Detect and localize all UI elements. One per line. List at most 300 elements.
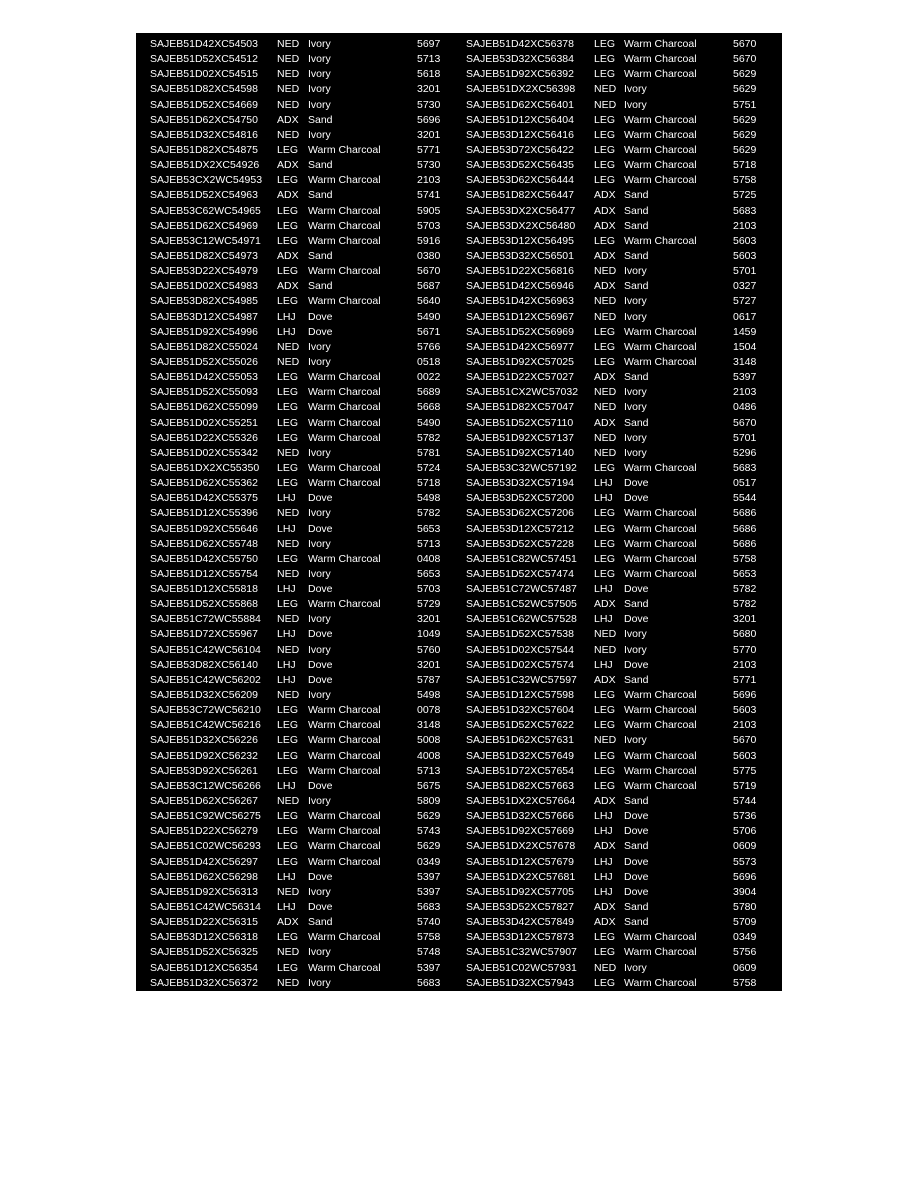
number-cell: 5670 bbox=[733, 38, 757, 50]
vin-cell: SAJEB53CX2WC54953 bbox=[150, 174, 263, 187]
trim-code-cell: LHJ bbox=[277, 583, 296, 596]
table-row bbox=[136, 340, 782, 355]
vin-cell: SAJEB51D62XC54969 bbox=[150, 219, 258, 232]
table-row bbox=[136, 809, 782, 824]
trim-color-cell: Warm Charcoal bbox=[624, 689, 697, 702]
trim-code-cell: NED bbox=[594, 83, 617, 96]
trim-code-cell: LEG bbox=[277, 401, 299, 414]
trim-color-cell: Dove bbox=[308, 779, 333, 792]
trim-code-cell: LEG bbox=[277, 461, 299, 474]
number-cell: 5703 bbox=[417, 583, 441, 596]
number-cell: 5680 bbox=[733, 628, 757, 641]
trim-color-cell: Dove bbox=[308, 658, 333, 671]
trim-code-cell: LHJ bbox=[594, 583, 613, 596]
number-cell: 5782 bbox=[733, 598, 757, 611]
number-cell: 5756 bbox=[733, 946, 757, 959]
vin-cell: SAJEB51D42XC55375 bbox=[150, 492, 258, 505]
trim-code-cell: LEG bbox=[594, 159, 616, 172]
number-cell: 5490 bbox=[417, 310, 441, 323]
trim-code-cell: LEG bbox=[277, 855, 299, 868]
number-cell: 5758 bbox=[733, 552, 757, 565]
vin-cell: SAJEB51C82WC57451 bbox=[466, 552, 577, 565]
trim-code-cell: LHJ bbox=[594, 870, 613, 883]
table-row bbox=[136, 915, 782, 930]
number-cell: 5713 bbox=[417, 53, 441, 66]
trim-code-cell: NED bbox=[277, 613, 300, 626]
number-cell: 5758 bbox=[733, 174, 757, 187]
vin-cell: SAJEB51D12XC55396 bbox=[150, 507, 258, 520]
number-cell: 5629 bbox=[733, 68, 757, 81]
number-cell: 5744 bbox=[733, 795, 757, 808]
trim-code-cell: LEG bbox=[594, 53, 616, 66]
vin-cell: SAJEB51C32WC57907 bbox=[466, 946, 577, 959]
vin-cell: SAJEB51D52XC57622 bbox=[466, 719, 574, 732]
number-cell: 5397 bbox=[417, 885, 441, 898]
vin-cell: SAJEB51D52XC57538 bbox=[466, 628, 574, 641]
vin-cell: SAJEB51D12XC55818 bbox=[150, 583, 258, 596]
vin-cell: SAJEB51D32XC57943 bbox=[466, 976, 574, 989]
trim-code-cell: LEG bbox=[594, 507, 616, 520]
number-cell: 5775 bbox=[733, 764, 757, 777]
number-cell: 5629 bbox=[417, 810, 441, 823]
vin-cell: SAJEB53C12WC56266 bbox=[150, 779, 261, 792]
vin-cell: SAJEB51D52XC54963 bbox=[150, 189, 258, 202]
trim-color-cell: Sand bbox=[624, 219, 649, 232]
vin-cell: SAJEB51D42XC55053 bbox=[150, 371, 258, 384]
vin-cell: SAJEB51D52XC54669 bbox=[150, 98, 258, 111]
trim-code-cell: LHJ bbox=[277, 658, 296, 671]
trim-color-cell: Warm Charcoal bbox=[308, 810, 381, 823]
trim-code-cell: LEG bbox=[277, 931, 299, 944]
table-row bbox=[136, 779, 782, 794]
vin-cell: SAJEB53D72XC56422 bbox=[466, 143, 574, 156]
table-row bbox=[136, 522, 782, 537]
number-cell: 3201 bbox=[417, 658, 441, 671]
vin-cell: SAJEB51D02XC57574 bbox=[466, 658, 574, 671]
trim-color-cell: Dove bbox=[624, 885, 649, 898]
vin-cell: SAJEB51D42XC56297 bbox=[150, 855, 258, 868]
trim-code-cell: LEG bbox=[277, 265, 299, 278]
trim-code-cell: LEG bbox=[594, 340, 616, 353]
trim-color-cell: Sand bbox=[308, 189, 333, 202]
number-cell: 5703 bbox=[417, 219, 441, 232]
vin-cell: SAJEB53D92XC56261 bbox=[150, 764, 258, 777]
number-cell: 3201 bbox=[417, 83, 441, 96]
trim-code-cell: LEG bbox=[277, 840, 299, 853]
vin-cell: SAJEB51D22XC57027 bbox=[466, 371, 574, 384]
number-cell: 3148 bbox=[733, 355, 757, 368]
trim-code-cell: NED bbox=[277, 68, 300, 81]
vin-cell: SAJEB51DX2XC57681 bbox=[466, 870, 576, 883]
vin-cell: SAJEB51D92XC57669 bbox=[466, 825, 574, 838]
number-cell: 5781 bbox=[417, 446, 441, 459]
number-cell: 5696 bbox=[417, 113, 441, 126]
trim-color-cell: Warm Charcoal bbox=[308, 143, 381, 156]
number-cell: 5713 bbox=[417, 537, 441, 550]
table-row bbox=[136, 945, 782, 960]
trim-color-cell: Ivory bbox=[624, 265, 647, 278]
trim-color-cell: Warm Charcoal bbox=[624, 159, 697, 172]
trim-code-cell: ADX bbox=[594, 598, 616, 611]
trim-code-cell: ADX bbox=[594, 901, 616, 914]
number-cell: 5782 bbox=[417, 431, 441, 444]
trim-code-cell: NED bbox=[594, 98, 617, 111]
number-cell: 5683 bbox=[417, 976, 441, 989]
trim-color-cell: Ivory bbox=[308, 795, 331, 808]
trim-color-cell: Dove bbox=[308, 901, 333, 914]
trim-color-cell: Warm Charcoal bbox=[308, 265, 381, 278]
table-row bbox=[136, 506, 782, 521]
vin-cell: SAJEB51C02WC56293 bbox=[150, 840, 261, 853]
number-cell: 5718 bbox=[417, 477, 441, 490]
number-cell: 5729 bbox=[417, 598, 441, 611]
vin-cell: SAJEB51D02XC55342 bbox=[150, 446, 258, 459]
trim-color-cell: Sand bbox=[308, 159, 333, 172]
number-cell: 5629 bbox=[733, 128, 757, 141]
number-cell: 5670 bbox=[417, 265, 441, 278]
trim-code-cell: NED bbox=[277, 795, 300, 808]
trim-color-cell: Dove bbox=[624, 477, 649, 490]
table-row bbox=[136, 673, 782, 688]
trim-color-cell: Warm Charcoal bbox=[308, 764, 381, 777]
trim-color-cell: Ivory bbox=[308, 643, 331, 656]
trim-code-cell: NED bbox=[277, 53, 300, 66]
trim-color-cell: Dove bbox=[308, 583, 333, 596]
trim-code-cell: LHJ bbox=[594, 855, 613, 868]
number-cell: 5758 bbox=[417, 931, 441, 944]
vin-cell: SAJEB51D32XC57649 bbox=[466, 749, 574, 762]
trim-color-cell: Warm Charcoal bbox=[308, 295, 381, 308]
table-row bbox=[136, 294, 782, 309]
trim-color-cell: Warm Charcoal bbox=[624, 976, 697, 989]
number-cell: 5751 bbox=[733, 98, 757, 111]
vin-cell: SAJEB51D42XC55750 bbox=[150, 552, 258, 565]
number-cell: 5748 bbox=[417, 946, 441, 959]
vin-cell: SAJEB51D92XC56392 bbox=[466, 68, 574, 81]
vin-cell: SAJEB53D52XC57200 bbox=[466, 492, 574, 505]
number-cell: 5670 bbox=[733, 53, 757, 66]
vin-cell: SAJEB51D32XC57604 bbox=[466, 704, 574, 717]
vin-cell: SAJEB51C72WC57487 bbox=[466, 583, 577, 596]
trim-code-cell: ADX bbox=[277, 159, 299, 172]
vin-cell: SAJEB53D12XC54987 bbox=[150, 310, 258, 323]
trim-color-cell: Ivory bbox=[308, 98, 331, 111]
trim-code-cell: NED bbox=[594, 310, 617, 323]
trim-color-cell: Warm Charcoal bbox=[624, 507, 697, 520]
trim-color-cell: Warm Charcoal bbox=[624, 234, 697, 247]
trim-color-cell: Dove bbox=[624, 492, 649, 505]
trim-color-cell: Ivory bbox=[624, 431, 647, 444]
trim-code-cell: LHJ bbox=[594, 477, 613, 490]
table-row bbox=[136, 703, 782, 718]
number-cell: 5603 bbox=[733, 704, 757, 717]
trim-color-cell: Warm Charcoal bbox=[624, 567, 697, 580]
trim-code-cell: LEG bbox=[277, 961, 299, 974]
vin-cell: SAJEB53C12WC54971 bbox=[150, 234, 261, 247]
trim-color-cell: Ivory bbox=[308, 340, 331, 353]
trim-color-cell: Warm Charcoal bbox=[624, 946, 697, 959]
trim-code-cell: LHJ bbox=[277, 779, 296, 792]
trim-code-cell: LEG bbox=[594, 764, 616, 777]
table-row bbox=[136, 82, 782, 97]
vin-cell: SAJEB51D52XC55868 bbox=[150, 598, 258, 611]
trim-code-cell: LEG bbox=[277, 552, 299, 565]
table-row bbox=[136, 749, 782, 764]
vin-cell: SAJEB51DX2XC55350 bbox=[150, 461, 260, 474]
number-cell: 5683 bbox=[417, 901, 441, 914]
trim-color-cell: Ivory bbox=[624, 98, 647, 111]
number-cell: 5771 bbox=[417, 143, 441, 156]
vin-cell: SAJEB51C42WC56314 bbox=[150, 901, 261, 914]
number-cell: 5916 bbox=[417, 234, 441, 247]
number-cell: 5490 bbox=[417, 416, 441, 429]
vin-cell: SAJEB51D12XC57679 bbox=[466, 855, 574, 868]
trim-code-cell: NED bbox=[277, 340, 300, 353]
vin-cell: SAJEB53D82XC54985 bbox=[150, 295, 258, 308]
number-cell: 5675 bbox=[417, 779, 441, 792]
number-cell: 5696 bbox=[733, 870, 757, 883]
table-row bbox=[136, 37, 782, 52]
trim-color-cell: Warm Charcoal bbox=[624, 53, 697, 66]
trim-code-cell: NED bbox=[594, 401, 617, 414]
vin-cell: SAJEB51D62XC54750 bbox=[150, 113, 258, 126]
number-cell: 5766 bbox=[417, 340, 441, 353]
trim-color-cell: Sand bbox=[624, 249, 649, 262]
vin-cell: SAJEB51D42XC54503 bbox=[150, 38, 258, 50]
vin-cell: SAJEB53D32XC56384 bbox=[466, 53, 574, 66]
number-cell: 5296 bbox=[733, 446, 757, 459]
trim-color-cell: Warm Charcoal bbox=[308, 825, 381, 838]
number-cell: 5629 bbox=[733, 113, 757, 126]
trim-code-cell: LEG bbox=[594, 704, 616, 717]
number-cell: 0349 bbox=[417, 855, 441, 868]
number-cell: 5724 bbox=[417, 461, 441, 474]
trim-code-cell: LEG bbox=[277, 810, 299, 823]
trim-code-cell: ADX bbox=[594, 795, 616, 808]
trim-color-cell: Warm Charcoal bbox=[624, 174, 697, 187]
number-cell: 5787 bbox=[417, 673, 441, 686]
trim-color-cell: Dove bbox=[624, 613, 649, 626]
number-cell: 5701 bbox=[733, 431, 757, 444]
trim-color-cell: Sand bbox=[624, 371, 649, 384]
trim-color-cell: Warm Charcoal bbox=[624, 552, 697, 565]
trim-color-cell: Warm Charcoal bbox=[624, 128, 697, 141]
number-cell: 1504 bbox=[733, 340, 757, 353]
vin-cell: SAJEB53D82XC56140 bbox=[150, 658, 258, 671]
trim-code-cell: LHJ bbox=[277, 492, 296, 505]
trim-code-cell: LEG bbox=[594, 946, 616, 959]
trim-color-cell: Dove bbox=[624, 658, 649, 671]
vin-cell: SAJEB51DX2XC56398 bbox=[466, 83, 576, 96]
trim-code-cell: ADX bbox=[277, 280, 299, 293]
number-cell: 5741 bbox=[417, 189, 441, 202]
trim-color-cell: Sand bbox=[308, 916, 333, 929]
number-cell: 5629 bbox=[417, 840, 441, 853]
vin-color-table bbox=[136, 33, 782, 991]
trim-code-cell: LHJ bbox=[277, 522, 296, 535]
trim-code-cell: NED bbox=[277, 976, 300, 989]
trim-code-cell: LEG bbox=[594, 522, 616, 535]
vin-cell: SAJEB51C02WC57931 bbox=[466, 961, 577, 974]
trim-code-cell: NED bbox=[277, 38, 300, 50]
trim-color-cell: Ivory bbox=[624, 446, 647, 459]
number-cell: 1459 bbox=[733, 325, 757, 338]
trim-color-cell: Ivory bbox=[624, 643, 647, 656]
trim-code-cell: LHJ bbox=[277, 310, 296, 323]
number-cell: 5640 bbox=[417, 295, 441, 308]
trim-code-cell: LEG bbox=[594, 113, 616, 126]
trim-code-cell: LEG bbox=[594, 68, 616, 81]
table-row bbox=[136, 128, 782, 143]
table-row bbox=[136, 930, 782, 945]
number-cell: 5603 bbox=[733, 249, 757, 262]
trim-color-cell: Warm Charcoal bbox=[308, 401, 381, 414]
table-row bbox=[136, 416, 782, 431]
number-cell: 5668 bbox=[417, 401, 441, 414]
table-row bbox=[136, 158, 782, 173]
trim-code-cell: NED bbox=[277, 83, 300, 96]
vin-cell: SAJEB51D02XC54515 bbox=[150, 68, 258, 81]
vin-cell: SAJEB51D12XC57598 bbox=[466, 689, 574, 702]
number-cell: 4008 bbox=[417, 749, 441, 762]
trim-color-cell: Ivory bbox=[308, 53, 331, 66]
vin-cell: SAJEB51D32XC56209 bbox=[150, 689, 258, 702]
table-row bbox=[136, 279, 782, 294]
number-cell: 5008 bbox=[417, 734, 441, 747]
trim-color-cell: Warm Charcoal bbox=[624, 537, 697, 550]
number-cell: 0349 bbox=[733, 931, 757, 944]
number-cell: 0617 bbox=[733, 310, 757, 323]
number-cell: 5498 bbox=[417, 492, 441, 505]
trim-color-cell: Warm Charcoal bbox=[308, 416, 381, 429]
vin-cell: SAJEB51D92XC55646 bbox=[150, 522, 258, 535]
vin-cell: SAJEB51D92XC57137 bbox=[466, 431, 574, 444]
trim-color-cell: Ivory bbox=[308, 38, 331, 50]
vin-cell: SAJEB53DX2XC56477 bbox=[466, 204, 576, 217]
trim-code-cell: ADX bbox=[594, 219, 616, 232]
trim-color-cell: Ivory bbox=[308, 976, 331, 989]
table-row bbox=[136, 310, 782, 325]
trim-code-cell: NED bbox=[277, 507, 300, 520]
trim-color-cell: Dove bbox=[308, 870, 333, 883]
trim-color-cell: Ivory bbox=[308, 507, 331, 520]
trim-code-cell: LEG bbox=[594, 38, 616, 50]
table-row bbox=[136, 552, 782, 567]
trim-color-cell: Ivory bbox=[308, 537, 331, 550]
trim-color-cell: Warm Charcoal bbox=[308, 552, 381, 565]
trim-code-cell: ADX bbox=[594, 204, 616, 217]
table-row bbox=[136, 900, 782, 915]
number-cell: 5706 bbox=[733, 825, 757, 838]
trim-code-cell: LHJ bbox=[594, 492, 613, 505]
trim-code-cell: LEG bbox=[594, 779, 616, 792]
trim-color-cell: Warm Charcoal bbox=[308, 174, 381, 187]
number-cell: 5697 bbox=[417, 38, 441, 50]
number-cell: 1049 bbox=[417, 628, 441, 641]
trim-code-cell: LEG bbox=[594, 931, 616, 944]
vin-cell: SAJEB51D42XC56977 bbox=[466, 340, 574, 353]
number-cell: 5629 bbox=[733, 143, 757, 156]
number-cell: 5670 bbox=[733, 734, 757, 747]
vin-cell: SAJEB53DX2XC56480 bbox=[466, 219, 576, 232]
vin-cell: SAJEB51C52WC57505 bbox=[466, 598, 577, 611]
vin-cell: SAJEB53D12XC56318 bbox=[150, 931, 258, 944]
trim-color-cell: Warm Charcoal bbox=[308, 431, 381, 444]
number-cell: 5730 bbox=[417, 98, 441, 111]
trim-color-cell: Warm Charcoal bbox=[624, 719, 697, 732]
trim-color-cell: Sand bbox=[308, 113, 333, 126]
trim-code-cell: NED bbox=[594, 295, 617, 308]
trim-code-cell: LHJ bbox=[277, 901, 296, 914]
vin-cell: SAJEB51D92XC57140 bbox=[466, 446, 574, 459]
number-cell: 5686 bbox=[733, 537, 757, 550]
vin-cell: SAJEB53C62WC54965 bbox=[150, 204, 261, 217]
trim-color-cell: Ivory bbox=[308, 885, 331, 898]
trim-code-cell: NED bbox=[277, 446, 300, 459]
trim-color-cell: Warm Charcoal bbox=[624, 764, 697, 777]
trim-color-cell: Warm Charcoal bbox=[308, 734, 381, 747]
trim-color-cell: Dove bbox=[308, 673, 333, 686]
trim-color-cell: Warm Charcoal bbox=[624, 704, 697, 717]
table-row bbox=[136, 961, 782, 976]
vin-cell: SAJEB51D52XC57474 bbox=[466, 567, 574, 580]
vin-cell: SAJEB51D52XC56325 bbox=[150, 946, 258, 959]
vin-cell: SAJEB51CX2WC57032 bbox=[466, 386, 579, 399]
trim-code-cell: LEG bbox=[277, 295, 299, 308]
trim-color-cell: Warm Charcoal bbox=[624, 68, 697, 81]
table-row bbox=[136, 385, 782, 400]
trim-color-cell: Warm Charcoal bbox=[308, 704, 381, 717]
number-cell: 3201 bbox=[733, 613, 757, 626]
vin-cell: SAJEB53D12XC56495 bbox=[466, 234, 574, 247]
table-row bbox=[136, 234, 782, 249]
trim-code-cell: LEG bbox=[277, 174, 299, 187]
trim-code-cell: LEG bbox=[594, 355, 616, 368]
table-row bbox=[136, 688, 782, 703]
vin-cell: SAJEB51D62XC56401 bbox=[466, 98, 574, 111]
number-cell: 2103 bbox=[733, 658, 757, 671]
trim-color-cell: Sand bbox=[624, 795, 649, 808]
vin-cell: SAJEB51C42WC56202 bbox=[150, 673, 261, 686]
vin-cell: SAJEB51D92XC56232 bbox=[150, 749, 258, 762]
table-row bbox=[136, 400, 782, 415]
number-cell: 5701 bbox=[733, 265, 757, 278]
trim-color-cell: Warm Charcoal bbox=[624, 931, 697, 944]
vin-cell: SAJEB51D12XC56967 bbox=[466, 310, 574, 323]
vin-cell: SAJEB51D62XC57631 bbox=[466, 734, 574, 747]
vin-cell: SAJEB53D12XC57873 bbox=[466, 931, 574, 944]
table-row bbox=[136, 976, 782, 991]
table-row bbox=[136, 264, 782, 279]
trim-color-cell: Dove bbox=[308, 628, 333, 641]
number-cell: 5780 bbox=[733, 901, 757, 914]
trim-color-cell: Dove bbox=[624, 583, 649, 596]
trim-code-cell: LEG bbox=[594, 749, 616, 762]
vin-cell: SAJEB51D22XC55326 bbox=[150, 431, 258, 444]
trim-color-cell: Warm Charcoal bbox=[308, 598, 381, 611]
vin-cell: SAJEB51D52XC55093 bbox=[150, 386, 258, 399]
trim-code-cell: LEG bbox=[277, 719, 299, 732]
trim-color-cell: Ivory bbox=[624, 310, 647, 323]
number-cell: 5653 bbox=[733, 567, 757, 580]
trim-color-cell: Ivory bbox=[624, 83, 647, 96]
trim-color-cell: Warm Charcoal bbox=[624, 355, 697, 368]
vin-cell: SAJEB51D92XC57025 bbox=[466, 355, 574, 368]
vin-cell: SAJEB51DX2XC57678 bbox=[466, 840, 576, 853]
trim-code-cell: ADX bbox=[277, 249, 299, 262]
table-row bbox=[136, 476, 782, 491]
table-row bbox=[136, 658, 782, 673]
